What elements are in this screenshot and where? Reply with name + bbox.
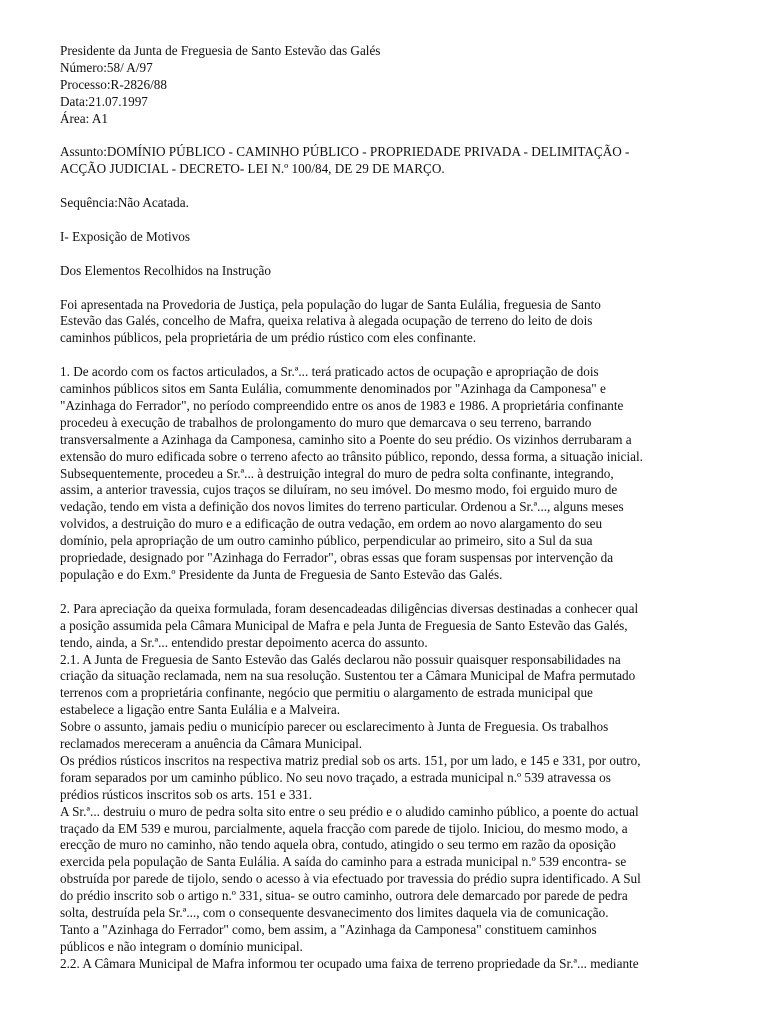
paragraph-line: Foi apresentada na Provedoria de Justiça, pela população do lugar de Santa Eulália, freguesia de Santo [60,296,601,312]
paragraph-line: Sobre o assunto, jamais pediu o município parecer ou esclarecimento à Junta de Freguesia. Os trabalhos [60,719,609,735]
paragraph-line: volvidos, a destruição do muro e a edificação de outra vedação, em ordem ao novo alargamento do seu [60,516,603,532]
document-header [60,43,728,128]
subject-line: ACÇÃO JUDICIAL - DECRETO- LEI N.º 100/84, DE 29 DE MARÇO. [60,161,445,177]
paragraph-line: assim, a anterior travessia, cujos traços se diluíram, no seu imóvel. Do mesmo modo, foi erguido muro de [60,482,618,498]
section-title-text: I- Exposição de Motivos [60,228,191,244]
paragraph-line: população e do Exm.º Presidente da Junta de Freguesia de Santo Estevão das Galés. [60,567,503,582]
paragraph-line: domínio, pela apropriação de um outro caminho público, perpendicular ao primeiro, sito a Sul da sua [60,533,593,549]
paragraph-line: erecção de muro no caminho, não tendo aquela obra, contudo, atingido o seu termo em razão da oposição [60,837,616,853]
paragraph-line: 2.2. A Câmara Municipal de Mafra informou ter ocupado uma faixa de terreno propriedade da Sr.ª... mediante [60,955,639,971]
paragraph-line: prédios rústicos inscritos sob os arts. 151 e 331. [60,786,313,802]
intro-paragraph [60,297,728,348]
paragraph-line: 2.1. A Junta de Freguesia de Santo Estevão das Galés declarou não possuir quaisquer responsabilidades na [60,651,621,667]
paragraph-2 [60,601,728,973]
data-line: Data:21.07.1997 [60,93,148,109]
recipient-line: Presidente da Junta de Freguesia de Santo Estevão das Galés [60,43,381,58]
paragraph-line: a posição assumida pela Câmara Municipal de Mafra e pela Junta de Freguesia de Santo Estevão das Galés, [60,617,628,633]
paragraph-line: obstruída por parede de tijolo, sendo o acesso à via efectuado por travessia do prédio supra identificado. A Sul [60,871,641,887]
paragraph-line: propriedade, designado por "Azinhaga do Ferrador", obras essas que foram suspensas por intervenção da [60,550,614,566]
paragraph-line: criação da situação reclamada, nem na sua resolução. Sustentou ter a Câmara Municipal de Mafra permutado [60,668,636,684]
paragraph-line: terrenos com a proprietária confinante, negócio que permitiu o alargamento de estrada municipal que [60,685,593,701]
sequence-block [60,195,728,212]
subsection-title [60,263,728,280]
paragraph-line: traçado da EM 539 e murou, parcialmente, aquela fracção com parede de tijolo. Iniciou, do mesmo modo, a [60,820,628,836]
paragraph-line: Estevão das Galés, concelho de Mafra, queixa relativa à alegada ocupação de terreno do leito de dois [60,313,593,329]
subject-block [60,144,728,178]
paragraph-line: transversalmente a Azinhaga da Camponesa, caminho sito a Poente do seu prédio. Os vizinhos derrubaram a [60,431,632,447]
paragraph-line: Os prédios rústicos inscritos na respectiva matriz predial sob os arts. 151, por um lado, e 145 e 331, por outro, [60,752,641,768]
subject-line: Assunto:DOMÍNIO PÚBLICO - CAMINHO PÚBLICO - PROPRIEDADE PRIVADA - DELIMITAÇÃO - [60,144,630,160]
paragraph-line: caminhos públicos, pela proprietária de um prédio rústico com eles confinante. [60,330,477,346]
paragraph-line: foram separados por um caminho público. No seu novo traçado, a estrada municipal n.º 539 atravessa os [60,769,611,785]
paragraph-line: vedação, tendo em vista a definição dos novos limites do terreno particular. Ordenou a Sr.ª..., alguns meses [60,499,624,515]
sequence-line: Sequência:Não Acatada. [60,195,189,211]
paragraph-line: A Sr.ª... destruiu o muro de pedra solta sito entre o seu prédio e o aludido caminho público, a poente do actual [60,803,639,819]
paragraph-line: Tanto a "Azinhaga do Ferrador" como, bem assim, a "Azinhaga da Camponesa" constituem caminhos [60,922,597,938]
paragraph-line: Subsequentemente, procedeu a Sr.ª... à destruição integral do muro de pedra solta confinante, integrando, [60,465,614,481]
section-title [60,229,728,246]
paragraph-1 [60,364,728,584]
paragraph-line: estabelece a ligação entre Santa Eulália e a Malveira. [60,702,341,718]
processo-line: Processo:R-2826/88 [60,76,167,92]
paragraph-line: caminhos públicos sitos em Santa Eulália, comummente denominados por "Azinhaga da Camponesa" e [60,381,606,397]
area-line: Área: A1 [60,110,108,126]
paragraph-line: do prédio inscrito sob o artigo n.º 331, situa- se outro caminho, outrora dele demarcado por parede de pedra [60,888,628,904]
paragraph-line: procedeu à execução de trabalhos de prolongamento do muro que demarcava o seu terreno, barrando [60,414,592,430]
paragraph-line: 2. Para apreciação da queixa formulada, foram desencadeadas diligências diversas destinadas a conhecer qual [60,600,639,616]
paragraph-line: 1. De acordo com os factos articulados, a Sr.ª... terá praticado actos de ocupação e apropriação de dois [60,364,599,380]
numero-line: Número:58/ A/97 [60,59,153,75]
paragraph-line: extensão do muro edificada sobre o terreno afecto ao trânsito público, repondo, dessa forma, a situação inicial. [60,448,643,464]
paragraph-line: reclamados mereceram a anuência da Câmara Municipal. [60,736,363,752]
subsection-title-text: Dos Elementos Recolhidos na Instrução [60,262,271,278]
paragraph-line: "Azinhaga do Ferrador", no período compreendido entre os anos de 1983 e 1986. A proprietária confinante [60,397,624,413]
paragraph-line: solta, destruída pela Sr.ª..., com o consequente desvanecimento dos limites daquela via de comunicação. [60,905,609,921]
paragraph-line: exercida pela população de Santa Eulália. A saída do caminho para a estrada municipal n.º 539 encontra- se [60,854,627,870]
paragraph-line: públicos e não integram o domínio municipal. [60,938,303,954]
paragraph-line: tendo, ainda, a Sr.ª... entendido prestar depoimento acerca do assunto. [60,634,428,650]
